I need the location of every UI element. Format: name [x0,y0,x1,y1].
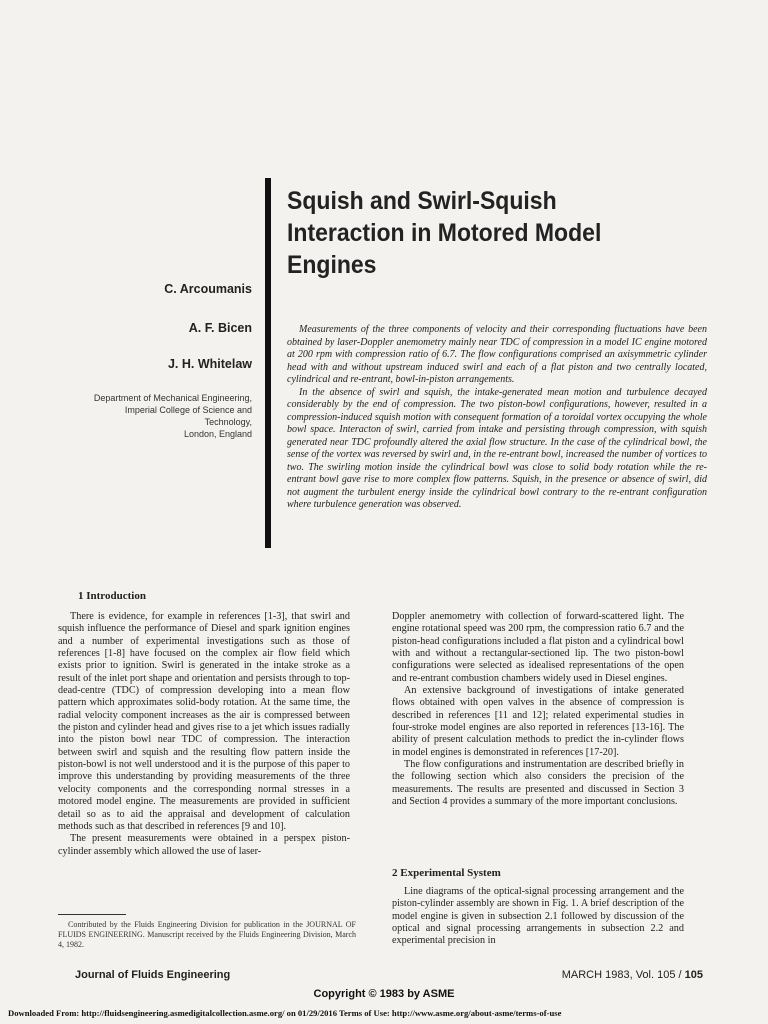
section-2-heading: 2 Experimental System [392,867,501,879]
affiliation-line-3: Technology, [204,417,252,427]
abstract-paragraph-2: In the absence of swirl and squish, the intake-generated mean motion and turbulence decayed considerably by the end of compression. The two piston-bowl configurations, however, resulted in a compression-induced squish motion with consequent formation of a toroidal vortex occupying the whole bowl space. Interacton of swirl, carried from intake and persisting through compression, with squish generated near TDC profoundly altered the axial flow structure. In the case of the cylindrical bowl, the sense of the vortex was reversed by swirl and, in the re-entrant bowl, increased the number of vortices to two. The swirling motion inside the cylindrical bowl was close to solid body rotation while the re-entrant bowl gave rise to more complex flow patterns. Squish, in the presence or absence of swirl, did not augment the turbulent energy inside the cylindrical bowl contrary to the re-entrant configuration where turbulence generation was observed. [287,386,707,510]
author-1: C. Arcoumanis [164,282,252,296]
footer-journal-name: Journal of Fluids Engineering [75,969,231,981]
footer-page-number: 105 [684,969,703,981]
right-column-top [392,611,684,809]
affiliation [52,392,252,440]
footer-issue-text: MARCH 1983, Vol. 105 / [561,969,685,981]
abstract [287,324,707,512]
footnote: Contributed by the Fluids Engineering Division for publication in the JOURNAL OF FLUIDS ENGINEERING. Manuscript received by the Fluids Engineering Division, March 4, 1982. [58,920,356,949]
right-column-bottom [392,886,684,948]
affiliation-line-4: London, England [183,429,252,439]
author-3: J. H. Whitelaw [167,357,252,371]
intro-paragraph-1: There is evidence, for example in references [1-3], that swirl and squish influence the performance of Diesel and spark ignition engines and a number of experimental investigations such as those of references [1-8] have focused on the complex air flow field which exists prior to ignition. Swirl is generated in the intake stroke as a result of the inlet port shape and orientation and persists through to top-dead-centre (TDC) of compression developing into a mean flow pattern which approximates solid-body rotation. At the same time, the radial velocity component increases as the air is compressed between the piston and cylinder head and gives rise to a jet which issues radially into the piston bowl near TDC of compression. The interaction between swirl and squish and the resulting flow pattern inside the piston-bowl is not well understood and it is the purpose of this paper to improve this understanding by providing measurements of the three velocity components and the corresponding normal stresses in a motored model engine. The measurements are provided in sufficient detail so as to aid the appraisal and development of calculation methods such as that described in references [9 and 10]. [58,611,350,832]
paper-title [287,185,673,281]
title-line-2: Interaction in Motored Model [287,219,602,247]
intro-paragraph-3: Doppler anemometry with collection of forward-scattered light. The engine rotational speed was 200 rpm, the compression ratio 6.7 and the piston-head configurations included a flat piston and a cylindrical bowl with and without a rectangular-sectioned lip. The two piston-bowl configurations were selected as idealised representations of the open and re-entrant combustion chambers widely used in Diesel engines. [392,611,684,684]
abstract-paragraph-1: Measurements of the three components of velocity and their corresponding fluctuations have been obtained by laser-Doppler anemometry mainly near TDC of compression in a model IC engine motored at 200 rpm with compression ratio of 6.7. The flow configurations comprised an axisymmetric cylinder head with and without upstream induced swirl and each of a flat piston and two centrally located, cylindrical and re-entrant, bowl-in-piston arrangements. [287,324,707,385]
affiliation-line-2: Imperial College of Science and [124,405,252,415]
author-2: A. F. Bicen [188,321,252,335]
left-column [58,611,350,858]
download-notice: Downloaded From: http://fluidsengineering.asmedigitalcollection.asme.org/ on 01/29/2016 Terms of Use: http://www.asme.org/about-asme/terms-of-use [8,1008,562,1018]
title-line-1: Squish and Swirl-Squish [287,187,557,215]
intro-paragraph-2: The present measurements were obtained in a perspex piston-cylinder assembly which allowed the use of laser- [58,833,350,857]
title-rule-bar [265,178,271,548]
experimental-paragraph-1: Line diagrams of the optical-signal processing arrangement and the piston-cylinder assembly are shown in Fig. 1. A brief description of the model engine is given in subsection 2.1 followed by discussion of the optical and signal processing arrangements in subsection 2.2 and experimental precision in [392,886,684,947]
copyright-notice: Copyright © 1983 by ASME [313,988,455,1000]
affiliation-line-1: Department of Mechanical Engineering, [93,393,252,403]
intro-paragraph-5: The flow configurations and instrumentation are described briefly in the following section which also considers the precision of the measurements. The results are presented and discussed in Section 3 and Section 4 provides a summary of the more important conclusions. [392,759,684,808]
section-1-heading: 1 Introduction [78,590,146,602]
title-line-3: Engines [287,251,377,279]
footer-issue [562,969,703,981]
footnote-rule [58,914,126,915]
intro-paragraph-4: An extensive background of investigations of intake generated flows obtained with open valves in the absence of compression is described in references [11 and 12]; related experimental studies in four-stroke model engines are also reported in references [13-16]. The ability of present calculation methods to predict the in-cylinder flows in model engines is demonstrated in references [17-20]. [392,685,684,758]
